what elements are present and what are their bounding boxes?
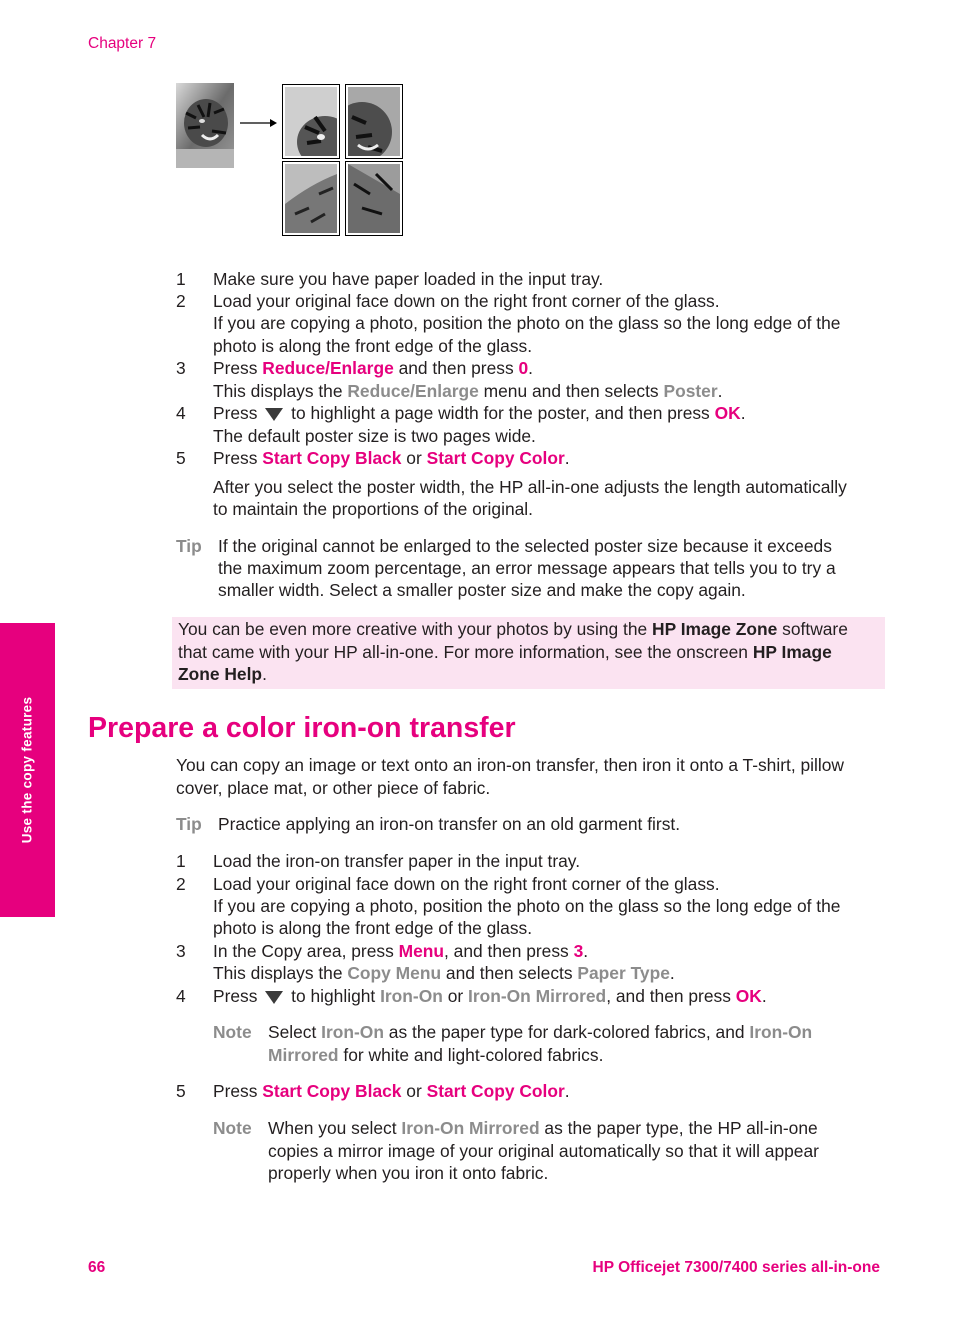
step-number: 3 <box>176 941 186 961</box>
step-text: Press to highlight Iron-On or Iron-On Mirrored, and then press OK. <box>213 986 767 1006</box>
step-text: In the Copy area, press Menu, and then press 3. <box>213 941 589 961</box>
tip-text: smaller width. Select a smaller poster size and make the copy again. <box>218 580 746 600</box>
button-name: Start Copy Color <box>426 1081 565 1101</box>
step-number: 3 <box>176 358 186 378</box>
note-text: When you select Iron-On Mirrored as the paper type, the HP all-in-one <box>268 1118 818 1138</box>
step-text: Press Reduce/Enlarge and then press 0. <box>213 358 533 378</box>
step-text: Load your original face down on the right front corner of the glass. <box>213 874 720 894</box>
step-text: Press Start Copy Black or Start Copy Color. <box>213 448 570 468</box>
section-intro: cover, place mat, or other piece of fabric. <box>176 778 491 798</box>
step-subtext: If you are copying a photo, position the photo on the glass so the long edge of the <box>213 896 841 916</box>
button-name: 3 <box>573 941 584 961</box>
section-intro: You can copy an image or text onto an iron-on transfer, then iron it onto a T-shirt, pillow <box>176 755 844 775</box>
button-name: OK <box>735 986 762 1006</box>
tip-label: Tip <box>176 536 202 556</box>
step-number: 4 <box>176 403 186 423</box>
step-paragraph: to maintain the proportions of the original. <box>213 499 533 519</box>
section-heading: Prepare a color iron-on transfer <box>88 712 516 744</box>
button-name: Start Copy Black <box>262 448 402 468</box>
step-text: Press Start Copy Black or Start Copy Color. <box>213 1081 570 1101</box>
button-name: Start Copy Black <box>262 1081 402 1101</box>
poster-tile-bottom-right <box>345 161 403 236</box>
note-label: Note <box>213 1118 252 1138</box>
step-number: 5 <box>176 448 186 468</box>
tiger-original-photo <box>176 83 234 168</box>
callout-text: that came with your HP all-in-one. For more information, see the onscreen HP Image <box>178 642 832 662</box>
step-number: 2 <box>176 874 186 894</box>
step-text: Press to highlight a page width for the poster, and then press OK. <box>213 403 746 423</box>
step-subtext: photo is along the front edge of the glass. <box>213 336 533 356</box>
menu-option: Iron-On <box>749 1022 813 1042</box>
page-number: 66 <box>88 1259 106 1276</box>
note-text: properly when you iron it onto fabric. <box>268 1163 549 1183</box>
note-text: Mirrored for white and light-colored fabrics. <box>268 1045 604 1065</box>
menu-option: Iron-On Mirrored <box>401 1118 540 1138</box>
step-text: Load your original face down on the right front corner of the glass. <box>213 291 720 311</box>
step-number: 1 <box>176 269 186 289</box>
menu-option: Iron-On <box>321 1022 384 1042</box>
note-label: Note <box>213 1022 252 1042</box>
tip-text: If the original cannot be enlarged to the selected poster size because it exceeds <box>218 536 832 556</box>
note-text: Select Iron-On as the paper type for dark-colored fabrics, and Iron-On <box>268 1022 813 1042</box>
side-tab-label: Use the copy features <box>19 696 35 844</box>
button-name: Menu <box>398 941 445 961</box>
step-paragraph: After you select the poster width, the HP all-in-one adjusts the length automatically <box>213 477 847 497</box>
button-name: 0 <box>518 358 529 378</box>
side-tab <box>0 623 55 917</box>
step-subtext: This displays the Reduce/Enlarge menu and then selects Poster. <box>213 381 723 401</box>
step-text: Make sure you have paper loaded in the input tray. <box>213 269 604 289</box>
menu-option: Iron-On <box>380 986 443 1006</box>
tip-text: the maximum zoom percentage, an error message appears that tells you to try a <box>218 558 836 578</box>
callout-text: Zone Help. <box>178 664 267 684</box>
menu-option: Iron-On Mirrored <box>468 986 607 1006</box>
step-number: 5 <box>176 1081 186 1101</box>
step-number: 4 <box>176 986 186 1006</box>
step-subtext: This displays the Copy Menu and then selects Paper Type. <box>213 963 675 983</box>
menu-option: Poster <box>663 381 718 401</box>
button-name: Reduce/Enlarge <box>262 358 394 378</box>
menu-option: Paper Type <box>577 963 670 983</box>
poster-tile-top-right <box>345 84 403 159</box>
poster-tile-bottom-left <box>282 161 340 236</box>
down-arrow-icon <box>265 408 283 421</box>
note-text: copies a mirror image of your original automatically so that it will appear <box>268 1141 819 1161</box>
poster-tile-top-left <box>282 84 340 159</box>
step-text: Load the iron-on transfer paper in the input tray. <box>213 851 581 871</box>
product-name: HP Officejet 7300/7400 series all-in-one <box>592 1259 880 1276</box>
menu-name: Copy Menu <box>347 963 442 983</box>
menu-option: Mirrored <box>268 1045 339 1065</box>
tip-text: Practice applying an iron-on transfer on an old garment first. <box>218 814 681 834</box>
menu-name: Reduce/Enlarge <box>347 381 479 401</box>
step-subtext: If you are copying a photo, position the photo on the glass so the long edge of the <box>213 313 841 333</box>
button-name: OK <box>714 403 741 423</box>
down-arrow-icon <box>265 991 283 1004</box>
callout-text: You can be even more creative with your photos by using the HP Image Zone software <box>178 619 848 639</box>
tip-label: Tip <box>176 814 202 834</box>
step-number: 2 <box>176 291 186 311</box>
arrow-right-icon <box>240 118 278 128</box>
step-number: 1 <box>176 851 186 871</box>
step-subtext: The default poster size is two pages wide. <box>213 426 536 446</box>
button-name: Start Copy Color <box>426 448 565 468</box>
step-subtext: photo is along the front edge of the glass. <box>213 918 533 938</box>
chapter-label: Chapter 7 <box>88 35 157 52</box>
